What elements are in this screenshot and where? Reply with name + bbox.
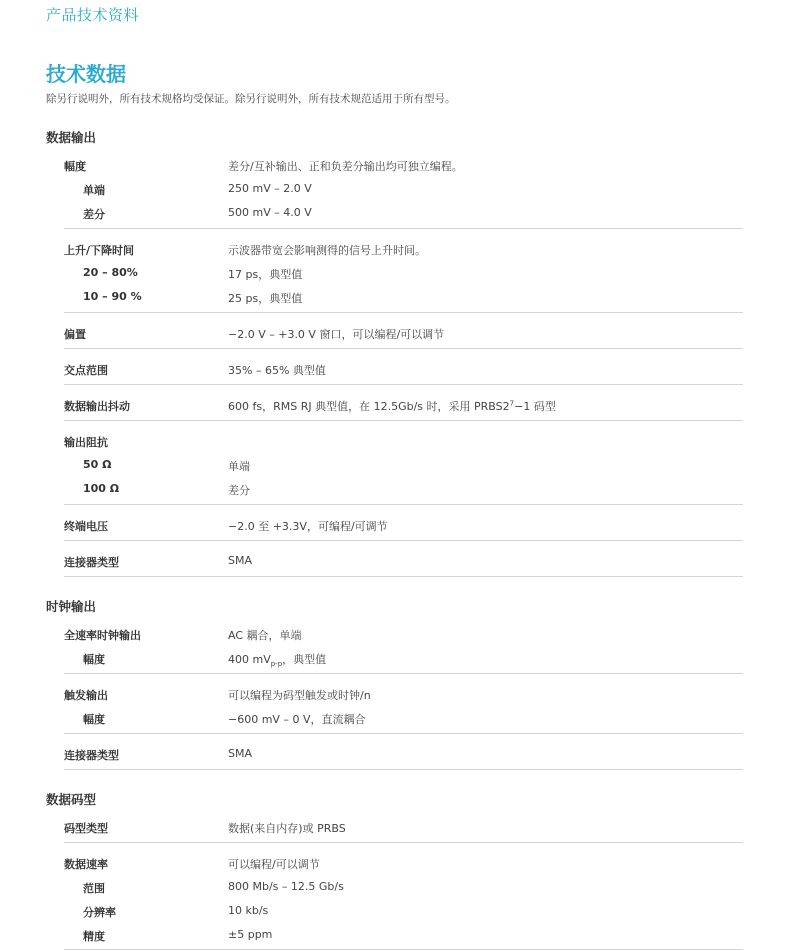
spec-label-imp-100: 100 Ω [83, 482, 120, 495]
spec-value-clock-amplitude [228, 651, 326, 668]
spec-value-single-ended: 250 mV – 2.0 V [228, 182, 312, 195]
spec-value-pattern-type: 数据(来自内存)或 PRBS [228, 822, 346, 835]
document-header-label: 产品技术资料 [46, 6, 140, 24]
spec-value-amplitude: 差分/互补输出、正和负差分输出均可独立编程。 [228, 160, 463, 173]
spec-label-impedance: 输出阻抗 [64, 436, 108, 449]
divider [64, 504, 743, 505]
spec-value-clock-connector: SMA [228, 747, 252, 760]
spec-label-jitter: 数据输出抖动 [64, 400, 130, 413]
spec-label-rf-10-90: 10 – 90 % [83, 290, 142, 303]
spec-label-rf-20-80: 20 – 80% [83, 266, 138, 279]
spec-label-connector: 连接器类型 [64, 556, 119, 569]
spec-label-accuracy: 精度 [83, 930, 105, 943]
jitter-exponent: 7 [509, 399, 515, 408]
clock-amplitude-subscript: p-p [270, 660, 283, 669]
divider [64, 769, 743, 770]
spec-label-termination: 终端电压 [64, 520, 108, 533]
spec-value-jitter [228, 398, 556, 414]
divider [64, 420, 743, 421]
spec-label-data-rate: 数据速率 [64, 858, 108, 871]
spec-value-accuracy: ±5 ppm [228, 928, 273, 941]
spec-label-amplitude: 幅度 [64, 160, 86, 173]
divider [64, 228, 743, 229]
spec-label-rise-fall: 上升/下降时间 [64, 244, 135, 257]
spec-label-trigger-amplitude: 幅度 [83, 713, 105, 726]
spec-label-pattern-type: 码型类型 [64, 822, 108, 835]
divider [64, 949, 743, 950]
spec-value-resolution: 10 kb/s [228, 904, 269, 917]
spec-label-range: 范围 [83, 882, 105, 895]
spec-value-rise-fall: 示波器带宽会影响测得的信号上升时间。 [228, 244, 426, 257]
spec-label-imp-50: 50 Ω [83, 458, 112, 471]
divider [64, 312, 743, 313]
spec-label-trigger-output: 触发输出 [64, 689, 108, 702]
spec-label-resolution: 分辨率 [83, 906, 116, 919]
section-title-data-output: 数据输出 [46, 130, 97, 145]
clock-amplitude-value: 400 mV [228, 653, 271, 666]
page-subtitle: 除另行说明外，所有技术规格均受保证。除另行说明外，所有技术规范适用于所有型号。 [46, 93, 456, 105]
page-title: 技术数据 [46, 62, 126, 86]
section-title-data-pattern: 数据码型 [46, 792, 97, 807]
divider [64, 673, 743, 674]
divider [64, 348, 743, 349]
jitter-value-suffix: −1 码型 [514, 400, 556, 413]
spec-value-imp-50: 单端 [228, 460, 250, 473]
jitter-value-text: 600 fs，RMS RJ 典型值，在 12.5Gb/s 时，采用 PRBS2 [228, 400, 510, 413]
section-title-clock-output: 时钟输出 [46, 599, 97, 614]
divider [64, 842, 743, 843]
spec-value-crossing: 35% – 65% 典型值 [228, 364, 326, 377]
spec-value-data-rate: 可以编程/可以调节 [228, 858, 320, 871]
spec-value-offset: −2.0 V – +3.0 V 窗口，可以编程/可以调节 [228, 328, 445, 341]
spec-value-full-rate-clock: AC 耦合，单端 [228, 629, 302, 642]
spec-label-clock-amplitude: 幅度 [83, 653, 105, 666]
spec-value-range: 800 Mb/s – 12.5 Gb/s [228, 880, 344, 893]
spec-value-termination: −2.0 至 +3.3V，可编程/可调节 [228, 520, 388, 533]
spec-value-differential: 500 mV – 4.0 V [228, 206, 312, 219]
spec-label-full-rate-clock: 全速率时钟输出 [64, 629, 141, 642]
spec-label-differential: 差分 [83, 208, 105, 221]
spec-value-imp-100: 差分 [228, 484, 250, 497]
spec-value-connector: SMA [228, 554, 252, 567]
spec-value-trigger-output: 可以编程为码型触发或时钟/n [228, 689, 371, 702]
spec-value-rf-10-90: 25 ps，典型值 [228, 292, 303, 305]
spec-label-single-ended: 单端 [83, 184, 105, 197]
divider [64, 384, 743, 385]
spec-label-offset: 偏置 [64, 328, 86, 341]
divider [64, 576, 743, 577]
spec-label-clock-connector: 连接器类型 [64, 749, 119, 762]
spec-value-trigger-amplitude: −600 mV – 0 V，直流耦合 [228, 713, 366, 726]
divider [64, 540, 743, 541]
spec-label-crossing: 交点范围 [64, 364, 108, 377]
clock-amplitude-suffix: ，典型值 [282, 653, 327, 666]
spec-value-rf-20-80: 17 ps，典型值 [228, 268, 303, 281]
divider [64, 733, 743, 734]
